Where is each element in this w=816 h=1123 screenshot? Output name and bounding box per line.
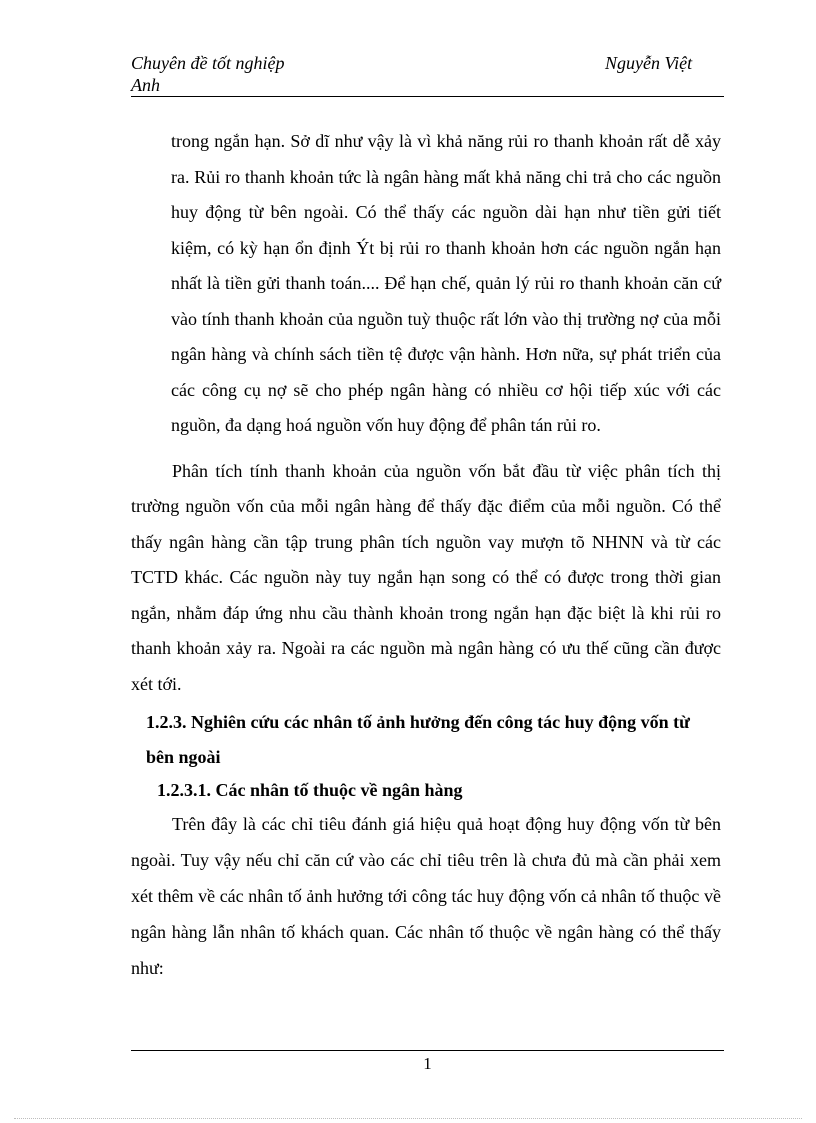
page-bottom-border (14, 1118, 802, 1119)
header-author-name: Nguyễn Việt (605, 53, 693, 73)
header-author-name-continued: Anh (131, 75, 160, 95)
header-document-title: Chuyên đề tốt nghiệp (131, 53, 285, 73)
page-number: 1 (423, 1054, 432, 1073)
section-heading: 1.2.3. Nghiên cứu các nhân tố ảnh hưởng đến công tác huy động vốn từ bên ngoài (146, 712, 690, 767)
footer-divider (131, 1050, 724, 1051)
body-paragraph: Phân tích tính thanh khoản của nguồn vốn bắt đầu từ việc phân tích thị trường nguồn vốn của mỗi ngân hàng để thấy đặc điểm của mỗi nguồn. Có thể thấy ngân hàng cần tập trung phân tích nguồn vay mượn tõ NHNN và từ các TCTD khác. Các nguồn này tuy ngắn hạn song có thể có được trong thời gian ngắn, nhằm đáp ứng nhu cầu thành khoản trong ngắn hạn đặc biệt là khi rủi ro thanh khoản xảy ra. Ngoài ra các nguồn mà ngân hàng có ưu thế cũng cần được xét tới. (131, 460, 721, 694)
body-paragraph: Trên đây là các chỉ tiêu đánh giá hiệu quả hoạt động huy động vốn từ bên ngoài. Tuy vậy nếu chỉ căn cứ vào các chỉ tiêu trên là chưa đủ mà cần phải xem xét thêm về các nhân tố ảnh hưởng tới công tác huy động vốn cả nhân tố thuộc về ngân hàng lẫn nhân tố khách quan. Các nhân tố thuộc về ngân hàng có thể thấy như: (131, 814, 721, 978)
page-body (131, 124, 721, 986)
body-paragraph: trong ngắn hạn. Sở dĩ như vậy là vì khả năng rủi ro thanh khoản rất dễ xảy ra. Rủi ro thanh khoản tức là ngân hàng mất khả năng chi trả cho các nguồn huy động từ bên ngoài. Có thể thấy các nguồn dài hạn như tiền gửi tiết kiệm, có kỳ hạn ổn định Ýt bị rủi ro thanh khoản hơn các nguồn ngắn hạn nhất là tiền gửi thanh toán.... Để hạn chế, quản lý rủi ro thanh khoản căn cứ vào tính thanh khoản của nguồn tuỳ thuộc rất lớn vào thị trường nợ của mỗi ngân hàng và chính sách tiền tệ được vận hành. Hơn nữa, sự phát triển của các công cụ nợ sẽ cho phép ngân hàng có nhiều cơ hội tiếp xúc với các nguồn, đa dạng hoá nguồn vốn huy động để phân tán rủi ro. (171, 131, 721, 435)
subsection-heading: 1.2.3.1. Các nhân tố thuộc về ngân hàng (157, 780, 463, 800)
page-header (131, 52, 724, 97)
